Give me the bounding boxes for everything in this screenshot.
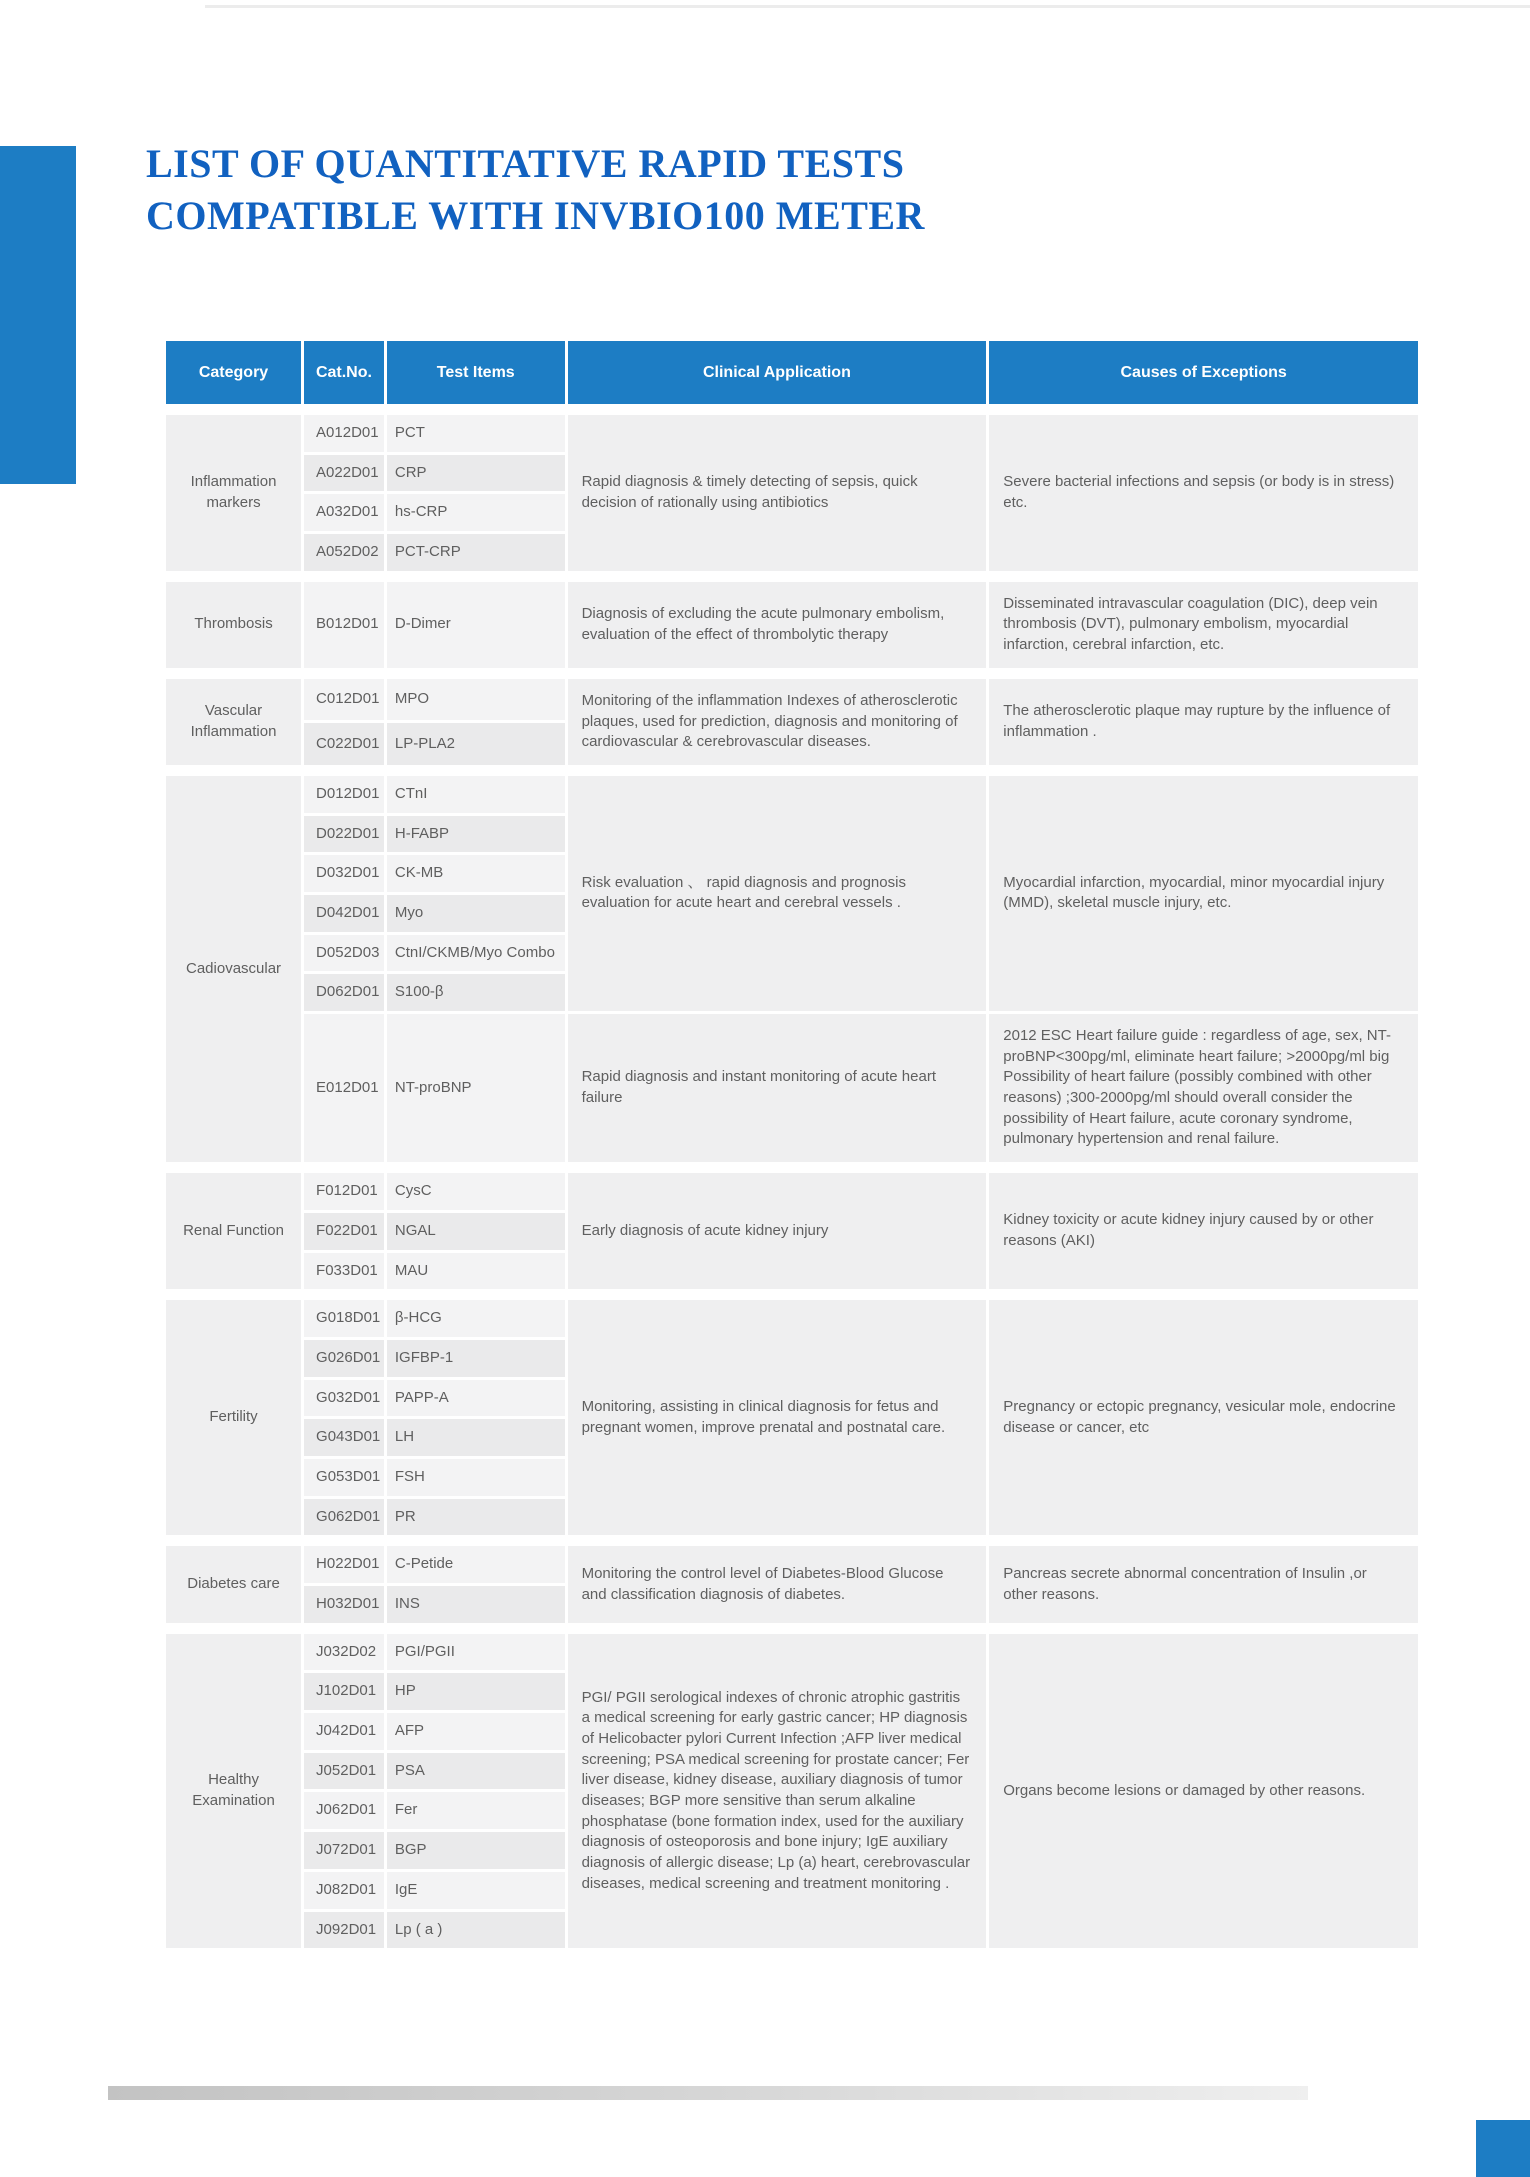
test-item-cell: CRP: [385, 453, 566, 493]
clinical-application-cell: Rapid diagnosis & timely detecting of sepsis, quick decision of rationally using antibiotics: [566, 414, 988, 573]
category-cell: Renal Function: [165, 1172, 303, 1291]
causes-cell: 2012 ESC Heart failure guide : regardless of age, sex, NT-proBNP<300pg/ml, eliminate heart failure; >2000pg/ml big Possibility of heart failure (possibly combined with other reasons) ;300-2000pg/ml should overall consider the possibility of Heart failure, acute coronary syndrome, pulmonary hypertension and renal failure.: [988, 1013, 1420, 1164]
test-item-cell: PSA: [385, 1751, 566, 1791]
clinical-application-cell: PGI/ PGII serological indexes of chronic atrophic gastritis a medical screening for early gastric cancer; HP diagnosis of Helicobacter pylori Current Infection ;AFP liver medical screening; PSA medical screening for prostate cancer; Fer liver disease, kidney disease, auxiliary diagnosis of tumor diseases; BGP more sensitive than serum alkaline phosphatase (bone formation index, used for the auxiliary diagnosis of osteoporosis and bone injury; IgE auxiliary diagnosis of allergic disease; Lp (a) heart, cerebrovascular diseases, medical screening and treatment monitoring .: [566, 1632, 988, 1950]
category-cell: Healthy Examination: [165, 1632, 303, 1950]
category-cell: Vascular Inflammation: [165, 677, 303, 766]
test-item-cell: CK-MB: [385, 854, 566, 894]
causes-cell: The atherosclerotic plaque may rupture by the influence of inflammation .: [988, 677, 1420, 766]
bottom-rule: [108, 2086, 1308, 2100]
test-item-cell: MPO: [385, 677, 566, 722]
table-row: [165, 1013, 1420, 1164]
cat-no-cell: A032D01: [303, 493, 386, 533]
clinical-application-cell: Rapid diagnosis and instant monitoring of acute heart failure: [566, 1013, 988, 1164]
test-item-cell: Myo: [385, 893, 566, 933]
table-row: [165, 1299, 1420, 1339]
test-item-cell: PCT: [385, 414, 566, 454]
category-cell: Inflammation markers: [165, 414, 303, 573]
test-item-cell: β-HCG: [385, 1299, 566, 1339]
test-item-cell: LP-PLA2: [385, 722, 566, 767]
page-title-line-1: LIST OF QUANTITATIVE RAPID TESTS: [146, 141, 905, 186]
test-item-cell: hs-CRP: [385, 493, 566, 533]
test-item-cell: PGI/PGII: [385, 1632, 566, 1672]
cat-no-cell: D022D01: [303, 814, 386, 854]
tests-table: [163, 338, 1421, 1951]
causes-cell: Severe bacterial infections and sepsis (or body is in stress) etc.: [988, 414, 1420, 573]
cat-no-cell: G026D01: [303, 1338, 386, 1378]
causes-cell: Disseminated intravascular coagulation (DIC), deep vein thrombosis (DVT), pulmonary embolism, myocardial infarction, cerebral infarction, etc.: [988, 580, 1420, 669]
column-header-cat-no: Cat.No.: [303, 340, 386, 406]
cat-no-cell: A012D01: [303, 414, 386, 454]
category-cell: Diabetes care: [165, 1545, 303, 1624]
table-row: [165, 414, 1420, 454]
table-body-groups: [163, 412, 1421, 1951]
test-item-cell: CtnI/CKMB/Myo Combo: [385, 933, 566, 973]
column-header-clinical-application: Clinical Application: [566, 340, 988, 406]
category-group: [163, 412, 1421, 574]
cat-no-cell: G053D01: [303, 1457, 386, 1497]
cat-no-cell: B012D01: [303, 580, 386, 669]
cat-no-cell: F022D01: [303, 1211, 386, 1251]
cat-no-cell: J062D01: [303, 1791, 386, 1831]
table-row: [165, 1172, 1420, 1212]
test-item-cell: HP: [385, 1672, 566, 1712]
category-cell: Thrombosis: [165, 580, 303, 669]
test-item-cell: LH: [385, 1418, 566, 1458]
cat-no-cell: J032D02: [303, 1632, 386, 1672]
test-item-cell: D-Dimer: [385, 580, 566, 669]
causes-cell: Myocardial infarction, myocardial, minor myocardial injury (MMD), skeletal muscle injury, etc.: [988, 774, 1420, 1012]
test-item-cell: PR: [385, 1497, 566, 1537]
clinical-application-cell: Risk evaluation 、 rapid diagnosis and prognosis evaluation for acute heart and cerebral vessels .: [566, 774, 988, 1012]
header-row: [165, 340, 1420, 406]
test-item-cell: Fer: [385, 1791, 566, 1831]
causes-cell: Kidney toxicity or acute kidney injury caused by or other reasons (AKI): [988, 1172, 1420, 1291]
category-cell: Cadiovascular: [165, 774, 303, 1163]
cat-no-cell: C022D01: [303, 722, 386, 767]
cat-no-cell: A022D01: [303, 453, 386, 493]
category-group: [163, 1543, 1421, 1625]
category-cell: Fertility: [165, 1299, 303, 1537]
cat-no-cell: J092D01: [303, 1910, 386, 1950]
clinical-application-cell: Monitoring of the inflammation Indexes of atherosclerotic plaques, used for prediction, diagnosis and monitoring of cardiovascular & cerebrovascular diseases.: [566, 677, 988, 766]
left-accent-bar: [0, 146, 76, 484]
column-header-causes-of-exceptions: Causes of Exceptions: [988, 340, 1420, 406]
cat-no-cell: C012D01: [303, 677, 386, 722]
clinical-application-cell: Monitoring the control level of Diabetes-Blood Glucose and classification diagnosis of diabetes.: [566, 1545, 988, 1624]
cat-no-cell: E012D01: [303, 1013, 386, 1164]
cat-no-cell: G062D01: [303, 1497, 386, 1537]
test-item-cell: PCT-CRP: [385, 533, 566, 573]
causes-cell: Pancreas secrete abnormal concentration of Insulin ,or other reasons.: [988, 1545, 1420, 1624]
column-header-test-items: Test Items: [385, 340, 566, 406]
cat-no-cell: J102D01: [303, 1672, 386, 1712]
test-item-cell: INS: [385, 1585, 566, 1625]
page-title: [146, 138, 1246, 242]
causes-cell: Organs become lesions or damaged by other reasons.: [988, 1632, 1420, 1950]
test-item-cell: NT-proBNP: [385, 1013, 566, 1164]
clinical-application-cell: Early diagnosis of acute kidney injury: [566, 1172, 988, 1291]
cat-no-cell: D032D01: [303, 854, 386, 894]
cat-no-cell: D052D03: [303, 933, 386, 973]
table-row: [165, 580, 1420, 669]
clinical-application-cell: Monitoring, assisting in clinical diagnosis for fetus and pregnant women, improve prenatal and postnatal care.: [566, 1299, 988, 1537]
cat-no-cell: D042D01: [303, 893, 386, 933]
column-header-category: Category: [165, 340, 303, 406]
cat-no-cell: A052D02: [303, 533, 386, 573]
test-item-cell: S100-β: [385, 973, 566, 1013]
table-row: [165, 677, 1420, 722]
test-item-cell: BGP: [385, 1831, 566, 1871]
test-item-cell: PAPP-A: [385, 1378, 566, 1418]
cat-no-cell: H032D01: [303, 1585, 386, 1625]
cat-no-cell: G032D01: [303, 1378, 386, 1418]
table-row: [165, 1545, 1420, 1585]
test-item-cell: Lp ( a ): [385, 1910, 566, 1950]
category-group: [163, 579, 1421, 671]
test-item-cell: IGFBP-1: [385, 1338, 566, 1378]
top-rule: [205, 5, 1530, 8]
cat-no-cell: G043D01: [303, 1418, 386, 1458]
test-item-cell: CysC: [385, 1172, 566, 1212]
cat-no-cell: F033D01: [303, 1251, 386, 1291]
test-item-cell: C-Petide: [385, 1545, 566, 1585]
test-item-cell: AFP: [385, 1712, 566, 1752]
test-item-cell: NGAL: [385, 1211, 566, 1251]
category-group: [163, 1297, 1421, 1538]
cat-no-cell: G018D01: [303, 1299, 386, 1339]
table-row: [165, 774, 1420, 814]
category-group: [163, 773, 1421, 1165]
category-group: [163, 1170, 1421, 1292]
table-row: [165, 1632, 1420, 1672]
cat-no-cell: J042D01: [303, 1712, 386, 1752]
page-title-line-2: COMPATIBLE WITH INVBIO100 METER: [146, 193, 925, 238]
cat-no-cell: J072D01: [303, 1831, 386, 1871]
corner-accent-square: [1476, 2120, 1530, 2177]
cat-no-cell: J052D01: [303, 1751, 386, 1791]
cat-no-cell: F012D01: [303, 1172, 386, 1212]
cat-no-cell: D012D01: [303, 774, 386, 814]
cat-no-cell: J082D01: [303, 1870, 386, 1910]
category-group: [163, 1631, 1421, 1952]
test-item-cell: FSH: [385, 1457, 566, 1497]
test-item-cell: H-FABP: [385, 814, 566, 854]
cat-no-cell: D062D01: [303, 973, 386, 1013]
cat-no-cell: H022D01: [303, 1545, 386, 1585]
test-item-cell: CTnI: [385, 774, 566, 814]
test-item-cell: IgE: [385, 1870, 566, 1910]
table-header: [163, 338, 1421, 407]
causes-cell: Pregnancy or ectopic pregnancy, vesicular mole, endocrine disease or cancer, etc: [988, 1299, 1420, 1537]
test-item-cell: MAU: [385, 1251, 566, 1291]
category-group: [163, 676, 1421, 768]
clinical-application-cell: Diagnosis of excluding the acute pulmonary embolism, evaluation of the effect of thrombolytic therapy: [566, 580, 988, 669]
